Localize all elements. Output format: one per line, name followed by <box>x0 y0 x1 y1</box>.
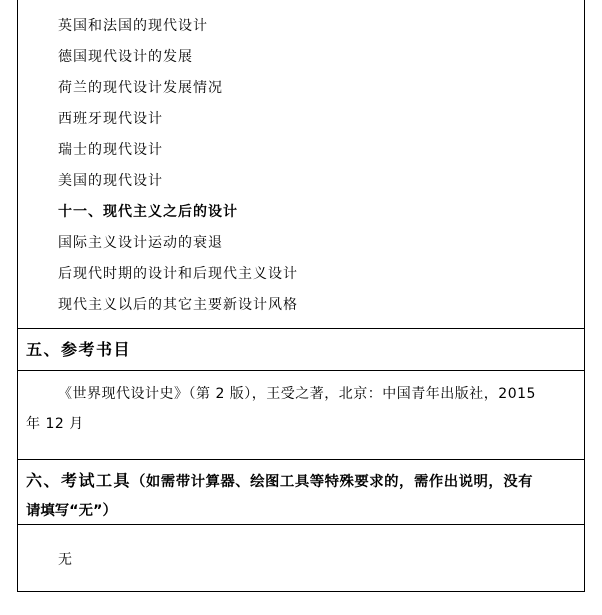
exam-tools-title: 六、考试工具 <box>26 471 132 490</box>
reference-entry-line2: 年 12 月 <box>26 416 84 432</box>
outline-item: 瑞士的现代设计 <box>58 142 163 158</box>
row-divider <box>18 370 584 371</box>
outline-section <box>18 0 584 328</box>
outline-item: 西班牙现代设计 <box>58 111 163 127</box>
course-syllabus-table <box>17 0 585 592</box>
row-divider <box>18 524 584 525</box>
outline-item: 现代主义以后的其它主要新设计风格 <box>58 297 298 313</box>
exam-tools-heading <box>26 470 533 493</box>
outline-item: 后现代时期的设计和后现代主义设计 <box>58 266 298 282</box>
row-divider <box>18 459 584 460</box>
outline-item: 国际主义设计运动的衰退 <box>58 235 223 251</box>
exam-tools-note: （如需带计算器、绘图工具等特殊要求的，需作出说明，没有 <box>131 474 534 490</box>
outline-item: 美国的现代设计 <box>58 173 163 189</box>
outline-item: 荷兰的现代设计发展情况 <box>58 80 223 96</box>
exam-tools-note-continued: 请填写“无”） <box>26 503 117 519</box>
row-divider <box>18 328 584 329</box>
outline-chapter-heading: 十一、现代主义之后的设计 <box>58 204 238 220</box>
exam-tools-answer: 无 <box>58 552 73 568</box>
outline-item: 英国和法国的现代设计 <box>58 18 208 34</box>
reference-entry-line1: 《世界现代设计史》（第 2 版），王受之著，北京：中国青年出版社，2015 <box>58 386 536 402</box>
references-heading: 五、参考书目 <box>26 340 132 359</box>
outline-item: 德国现代设计的发展 <box>58 49 193 65</box>
